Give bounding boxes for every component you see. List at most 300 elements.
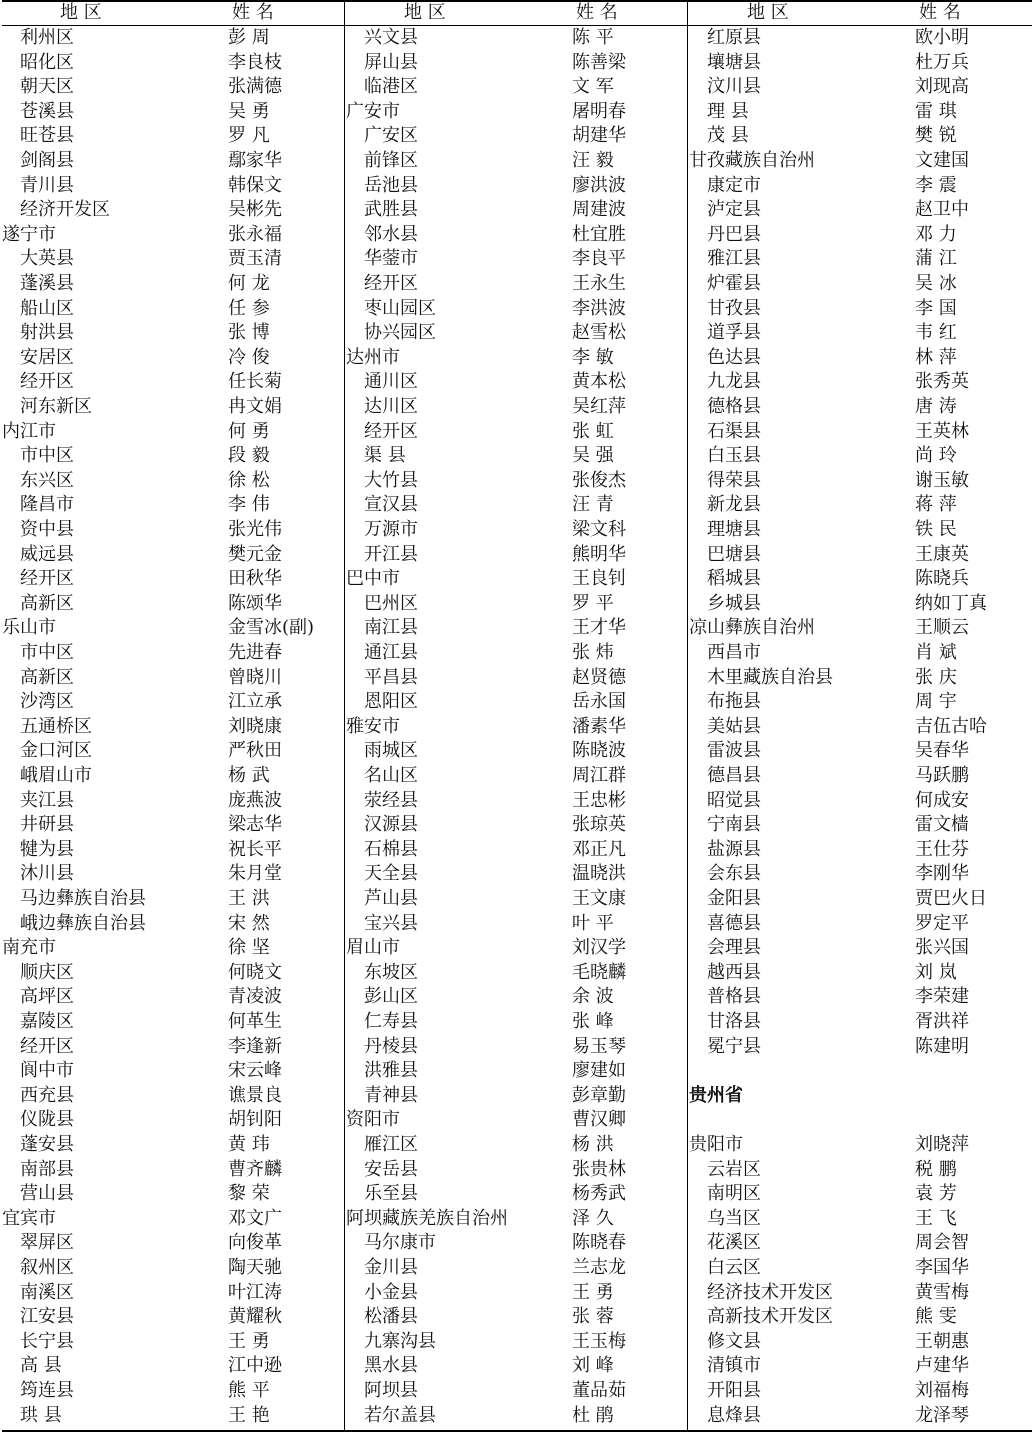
name-cell: 青凌波	[228, 986, 282, 1008]
region-cell: 雅安市	[346, 715, 400, 737]
region-cell: 珙 县	[20, 1404, 62, 1426]
name-cell: 廖建如	[572, 1060, 626, 1082]
name-cell: 鄢家华	[228, 150, 282, 171]
table-row	[344, 1182, 687, 1207]
name-cell: 岳永国	[572, 691, 626, 713]
name-cell: 谯景良	[228, 1084, 282, 1106]
name-cell: 屠明春	[572, 100, 626, 122]
name-cell: 罗 平	[572, 592, 614, 614]
region-cell: 宁南县	[707, 814, 761, 836]
table-row	[687, 75, 1034, 100]
region-cell: 宣汉县	[364, 494, 418, 516]
name-cell: 江立承	[228, 691, 282, 713]
table-row	[344, 912, 687, 937]
table-row	[687, 1379, 1034, 1404]
table-row	[344, 75, 687, 100]
region-cell: 美姑县	[707, 715, 761, 737]
name-cell: 汪 青	[572, 494, 614, 516]
table-row	[687, 985, 1034, 1010]
name-cell: 王朝惠	[915, 1330, 969, 1352]
table-row	[687, 838, 1034, 863]
name-cell: 张俊杰	[572, 469, 626, 491]
region-cell: 达川区	[364, 396, 418, 417]
region-cell: 经开区	[364, 273, 418, 294]
region-cell: 苍溪县	[20, 100, 74, 122]
name-cell: 潘素华	[572, 715, 626, 737]
table-row	[344, 715, 687, 740]
region-cell: 旺苍县	[20, 125, 74, 147]
name-cell: 王康英	[915, 543, 969, 565]
region-cell: 丹巴县	[707, 223, 761, 245]
table-row	[0, 1182, 344, 1207]
region-cell: 恩阳区	[364, 691, 418, 713]
name-cell: 曾晓川	[228, 666, 282, 688]
region-cell: 资阳市	[346, 1109, 400, 1131]
region-cell: 江安县	[20, 1306, 74, 1328]
table-row	[0, 543, 344, 568]
name-cell: 贾巴火日	[915, 888, 987, 909]
region-cell: 阆中市	[20, 1060, 74, 1082]
name-cell: 宋 然	[228, 912, 270, 934]
table-row	[344, 1133, 687, 1158]
name-cell: 汪 毅	[572, 150, 614, 171]
name-cell: 兰志龙	[572, 1257, 626, 1278]
region-cell: 临港区	[364, 76, 418, 98]
region-cell: 高新技术开发区	[707, 1306, 833, 1328]
table-row	[687, 51, 1034, 76]
region-cell: 雷波县	[707, 740, 761, 762]
region-cell: 蓬溪县	[20, 273, 74, 294]
name-cell: 杜万兵	[915, 51, 969, 73]
table-row	[0, 789, 344, 814]
name-cell: 张贵林	[572, 1158, 626, 1180]
name-cell: 林 萍	[915, 346, 957, 368]
region-cell: 经开区	[20, 371, 74, 393]
name-cell: 王 勇	[228, 1330, 270, 1352]
name-cell: 王 勇	[572, 1281, 614, 1303]
table-row	[687, 518, 1034, 543]
table-row	[0, 936, 344, 961]
table-row	[687, 198, 1034, 223]
region-cell: 得荣县	[707, 469, 761, 491]
name-cell: 张 虹	[572, 420, 614, 442]
table-row	[0, 1281, 344, 1306]
region-cell: 炉霍县	[707, 273, 761, 294]
name-cell: 纳如丁真	[915, 592, 987, 614]
name-cell: 何 勇	[228, 420, 270, 442]
region-cell: 修文县	[707, 1330, 761, 1352]
region-cell: 前锋区	[364, 150, 418, 171]
table-row	[0, 862, 344, 887]
region-cell: 达州市	[346, 346, 400, 368]
region-cell: 金川县	[364, 1257, 418, 1278]
region-header: 地 区	[747, 2, 789, 23]
name-cell: 王 洪	[228, 888, 270, 909]
name-cell: 龙泽琴	[915, 1404, 969, 1426]
region-cell: 名山区	[364, 765, 418, 786]
name-cell: 马跃鹏	[915, 765, 969, 786]
name-cell: 余 波	[572, 986, 614, 1008]
region-cell: 甘洛县	[707, 1011, 761, 1032]
region-cell: 开阳县	[707, 1380, 761, 1401]
region-cell: 德昌县	[707, 765, 761, 786]
name-cell: 吴彬先	[228, 199, 282, 221]
region-cell: 芦山县	[364, 888, 418, 909]
name-cell: 陈晓波	[572, 740, 626, 762]
region-cell: 白云区	[707, 1257, 761, 1278]
name-cell: 李 国	[915, 297, 957, 319]
table-row	[344, 1354, 687, 1379]
table-row	[687, 567, 1034, 592]
region-cell: 天全县	[364, 863, 418, 885]
table-row	[687, 739, 1034, 764]
name-cell: 董品茹	[572, 1380, 626, 1401]
table-row	[0, 1354, 344, 1379]
name-cell: 吴 勇	[228, 100, 270, 122]
table-row	[0, 1108, 344, 1133]
table-row	[687, 1084, 1034, 1109]
table-row	[344, 985, 687, 1010]
table-row	[0, 395, 344, 420]
table-row	[0, 1059, 344, 1084]
table-row	[344, 124, 687, 149]
name-cell: 吴红萍	[572, 396, 626, 417]
name-cell: 税 鹏	[915, 1158, 957, 1180]
region-cell: 兴文县	[364, 27, 418, 48]
name-cell: 胡钊阳	[228, 1109, 282, 1131]
table-row	[0, 420, 344, 445]
region-cell: 青川县	[20, 174, 74, 196]
table-row	[687, 174, 1034, 199]
name-cell: 胥洪祥	[915, 1011, 969, 1032]
region-cell: 武胜县	[364, 199, 418, 221]
region-cell: 冕宁县	[707, 1035, 761, 1057]
region-cell: 蓬安县	[20, 1134, 74, 1155]
table-row	[344, 346, 687, 371]
region-cell: 筠连县	[20, 1380, 74, 1401]
name-cell: 雷文樯	[915, 814, 969, 836]
name-cell: 祝长平	[228, 838, 282, 860]
name-cell: 庞燕波	[228, 789, 282, 811]
region-cell: 沙湾区	[20, 691, 74, 713]
name-cell: 黄 玮	[228, 1134, 270, 1155]
name-cell: 吴 强	[572, 445, 614, 467]
table-row	[344, 395, 687, 420]
name-cell: 杨秀武	[572, 1183, 626, 1205]
name-cell: 张 庆	[915, 666, 957, 688]
name-cell: 李洪波	[572, 297, 626, 319]
region-cell: 犍为县	[20, 838, 74, 860]
name-cell: 欧小明	[915, 27, 969, 48]
region-cell: 清镇市	[707, 1355, 761, 1377]
table-row	[687, 543, 1034, 568]
table-row	[344, 297, 687, 322]
table-row	[344, 223, 687, 248]
name-cell: 刘 岚	[915, 961, 957, 983]
name-cell: 江中逊	[228, 1355, 282, 1377]
region-header: 地 区	[404, 2, 446, 23]
table-row	[344, 26, 687, 51]
region-cell: 九寨沟县	[364, 1330, 436, 1352]
table-row	[344, 862, 687, 887]
table-row	[344, 100, 687, 125]
table-row	[687, 616, 1034, 641]
table-row	[344, 739, 687, 764]
region-cell: 高 县	[20, 1355, 62, 1377]
region-cell: 高新区	[20, 592, 74, 614]
region-cell: 会理县	[707, 937, 761, 959]
table-row	[687, 1305, 1034, 1330]
region-cell: 船山区	[20, 297, 74, 319]
name-cell: 杨 洪	[572, 1134, 614, 1155]
name-cell: 杨 武	[228, 765, 270, 786]
name-cell: 卢建华	[915, 1355, 969, 1377]
name-cell: 熊 雯	[915, 1306, 957, 1328]
table-row	[0, 346, 344, 371]
table-row	[344, 1404, 687, 1429]
region-cell: 汶川县	[707, 76, 761, 98]
name-cell: 樊 锐	[915, 125, 957, 147]
region-cell: 大英县	[20, 248, 74, 270]
name-header: 姓 名	[576, 2, 618, 23]
region-cell: 金阳县	[707, 888, 761, 909]
table-row	[0, 1158, 344, 1183]
table-row	[0, 370, 344, 395]
table-row	[687, 715, 1034, 740]
name-cell: 徐 坚	[228, 937, 270, 959]
name-cell: 张琼英	[572, 814, 626, 836]
name-cell: 王永生	[572, 273, 626, 294]
name-cell: 周建波	[572, 199, 626, 221]
name-cell: 张满德	[228, 76, 282, 98]
region-cell: 内江市	[2, 420, 56, 442]
name-cell: 陈晓春	[572, 1232, 626, 1254]
region-cell: 宝兴县	[364, 912, 418, 934]
name-cell: 刘晓萍	[915, 1134, 969, 1155]
region-cell: 东兴区	[20, 469, 74, 491]
table-row	[0, 887, 344, 912]
table-row	[0, 518, 344, 543]
name-cell: 邓文广	[228, 1207, 282, 1229]
table-row	[687, 862, 1034, 887]
table-row	[0, 469, 344, 494]
name-cell: 黄耀秋	[228, 1306, 282, 1328]
region-cell: 五通桥区	[20, 715, 92, 737]
name-cell: 邓正凡	[572, 838, 626, 860]
region-cell: 金口河区	[20, 740, 92, 762]
name-cell: 周江群	[572, 765, 626, 786]
table-row	[687, 272, 1034, 297]
name-cell: 廖洪波	[572, 174, 626, 196]
table-row	[687, 1231, 1034, 1256]
name-cell: 邓 力	[915, 223, 957, 245]
name-cell: 任长菊	[228, 371, 282, 393]
name-cell: 周 宇	[915, 691, 957, 713]
region-cell: 洪雅县	[364, 1060, 418, 1082]
region-cell: 叙州区	[20, 1257, 74, 1278]
region-cell: 云岩区	[707, 1158, 761, 1180]
region-cell: 剑阁县	[20, 150, 74, 171]
table-row	[344, 961, 687, 986]
region-cell: 红原县	[707, 27, 761, 48]
region-cell: 邻水县	[364, 223, 418, 245]
region-cell: 西昌市	[707, 642, 761, 663]
table-row	[344, 1379, 687, 1404]
table-row	[344, 370, 687, 395]
region-cell: 利州区	[20, 27, 74, 48]
name-cell: 田秋华	[228, 568, 282, 590]
name-cell: 熊明华	[572, 543, 626, 565]
region-cell: 资中县	[20, 519, 74, 540]
region-cell: 协兴园区	[364, 322, 436, 344]
table-row	[687, 1108, 1034, 1133]
table-row	[0, 198, 344, 223]
table-row	[687, 444, 1034, 469]
name-cell: 赵卫中	[915, 199, 969, 221]
name-cell: 陶天驰	[228, 1257, 282, 1278]
name-cell: 黄本松	[572, 371, 626, 393]
name-cell: 陈晓兵	[915, 568, 969, 590]
region-cell: 小金县	[364, 1281, 418, 1303]
table-row	[0, 223, 344, 248]
table-row	[344, 51, 687, 76]
region-cell: 乡城县	[707, 592, 761, 614]
table-row	[344, 1330, 687, 1355]
table-row	[687, 1354, 1034, 1379]
region-cell: 九龙县	[707, 371, 761, 393]
name-cell: 任 参	[228, 297, 270, 319]
region-cell: 嘉陵区	[20, 1011, 74, 1032]
region-cell: 白玉县	[707, 445, 761, 467]
region-cell: 市中区	[20, 445, 74, 467]
table-row	[0, 641, 344, 666]
region-cell: 营山县	[20, 1183, 74, 1205]
region-cell: 乌当区	[707, 1207, 761, 1229]
table-row	[687, 395, 1034, 420]
region-cell: 巴塘县	[707, 543, 761, 565]
region-cell: 南江县	[364, 617, 418, 639]
table-row	[344, 1108, 687, 1133]
name-cell: 张 炜	[572, 642, 614, 663]
table-row	[687, 936, 1034, 961]
region-header: 地 区	[60, 2, 102, 23]
name-cell: 樊元金	[228, 543, 282, 565]
table-row	[687, 321, 1034, 346]
table-row	[0, 247, 344, 272]
name-cell: 张 蓉	[572, 1306, 614, 1328]
region-cell: 贵阳市	[689, 1134, 743, 1155]
table-column	[687, 0, 1034, 1432]
name-cell: 陈建明	[915, 1035, 969, 1057]
region-cell: 峨边彝族自治县	[20, 912, 146, 934]
region-cell: 壤塘县	[707, 51, 761, 73]
name-cell: 何革生	[228, 1011, 282, 1032]
table-row	[687, 247, 1034, 272]
table-column	[344, 0, 687, 1432]
region-cell: 南部县	[20, 1158, 74, 1180]
region-cell: 经开区	[364, 420, 418, 442]
table-row	[687, 469, 1034, 494]
region-cell: 茂 县	[707, 125, 749, 147]
name-cell: 李逢新	[228, 1035, 282, 1057]
table-row	[687, 26, 1034, 51]
region-cell: 翠屏区	[20, 1232, 74, 1254]
name-cell: 杜宜胜	[572, 223, 626, 245]
region-cell: 隆昌市	[20, 494, 74, 516]
table-row	[687, 346, 1034, 371]
table-row	[687, 789, 1034, 814]
table-row	[687, 124, 1034, 149]
name-cell: 胡建华	[572, 125, 626, 147]
name-header: 姓 名	[232, 2, 274, 23]
name-cell: 刘福梅	[915, 1380, 969, 1401]
name-cell: 宋云峰	[228, 1060, 282, 1082]
name-cell: 李荣建	[915, 986, 969, 1008]
table-row	[0, 1231, 344, 1256]
name-cell: 泽 久	[572, 1207, 614, 1229]
name-cell: 陈 平	[572, 27, 614, 48]
region-cell: 沐川县	[20, 863, 74, 885]
table-row	[687, 100, 1034, 125]
region-cell: 雁江区	[364, 1134, 418, 1155]
name-cell: 李国华	[915, 1257, 969, 1278]
region-cell: 高新区	[20, 666, 74, 688]
name-cell: 叶江涛	[228, 1281, 282, 1303]
region-cell: 眉山市	[346, 937, 400, 959]
table-row	[0, 1305, 344, 1330]
region-cell: 布拖县	[707, 691, 761, 713]
region-cell: 开江县	[364, 543, 418, 565]
region-cell: 花溪区	[707, 1232, 761, 1254]
name-cell: 刘汉学	[572, 937, 626, 959]
name-cell: 李 伟	[228, 494, 270, 516]
table-row	[0, 739, 344, 764]
table-row	[687, 961, 1034, 986]
region-cell: 巴中市	[346, 568, 400, 590]
region-cell: 乐至县	[364, 1183, 418, 1205]
name-cell: 王忠彬	[572, 789, 626, 811]
region-cell: 平昌县	[364, 666, 418, 688]
table-row	[0, 493, 344, 518]
province-heading: 贵州省	[689, 1084, 743, 1106]
table-row	[344, 1010, 687, 1035]
table-row	[687, 1207, 1034, 1232]
region-cell: 安居区	[20, 346, 74, 368]
table-row	[0, 764, 344, 789]
table-row	[344, 813, 687, 838]
name-cell: 肖 斌	[915, 642, 957, 663]
region-cell: 南溪区	[20, 1281, 74, 1303]
table-row	[0, 272, 344, 297]
region-cell: 万源市	[364, 519, 418, 540]
table-row	[0, 51, 344, 76]
table-row	[344, 1207, 687, 1232]
table-row	[687, 690, 1034, 715]
name-cell: 王英林	[915, 420, 969, 442]
region-cell: 越西县	[707, 961, 761, 983]
region-cell: 喜德县	[707, 912, 761, 934]
table-row	[0, 567, 344, 592]
name-cell: 陈善梁	[572, 51, 626, 73]
name-cell: 张 峰	[572, 1011, 614, 1032]
table-row	[687, 1059, 1034, 1084]
region-cell: 石棉县	[364, 838, 418, 860]
table-row	[687, 149, 1034, 174]
table-row	[344, 1059, 687, 1084]
region-cell: 青神县	[364, 1084, 418, 1106]
table-row	[0, 985, 344, 1010]
region-cell: 丹棱县	[364, 1035, 418, 1057]
